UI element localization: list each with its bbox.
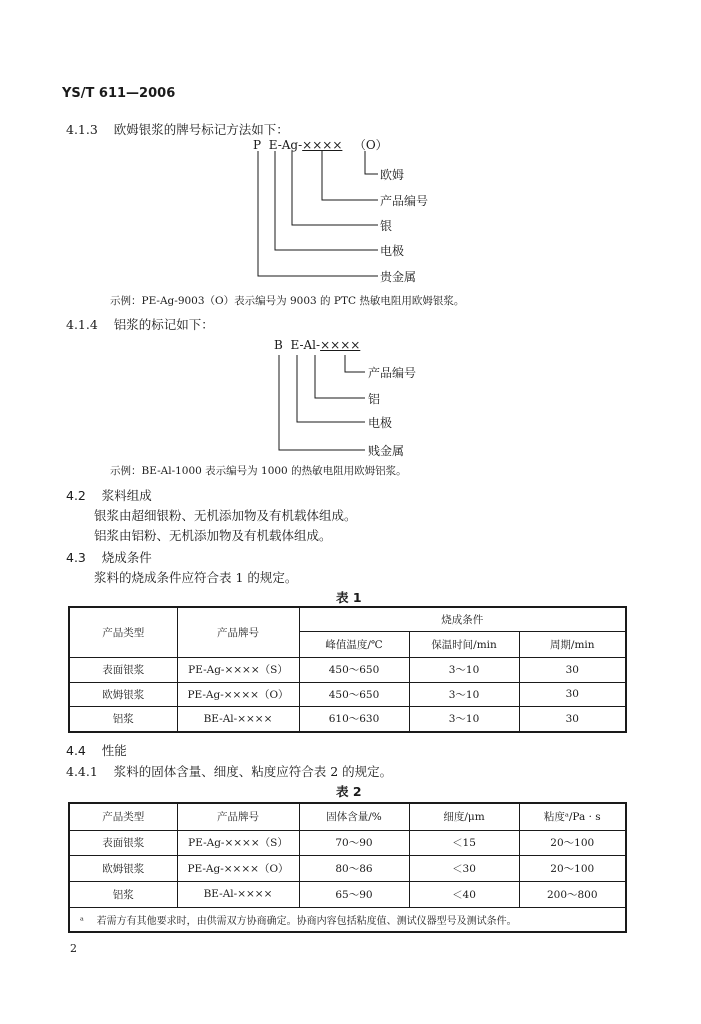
- label-product-number-2: 产品编号: [368, 366, 417, 380]
- leader-line-product-no-2: [345, 355, 365, 372]
- label-electrode: 电极: [380, 244, 405, 258]
- section-4-4-heading: [66, 741, 127, 759]
- clause-number: 4.4.1: [66, 764, 98, 779]
- table-1-caption: 表 1: [336, 590, 362, 605]
- table-header-grade: 产品牌号: [177, 803, 299, 830]
- paragraph-firing: 浆料的烧成条件应符合表 1 的规定。: [94, 570, 298, 585]
- cell-type: 表面银浆: [69, 657, 177, 682]
- clause-text: 浆料的固体含量、细度、粘度应符合表 2 的规定。: [113, 764, 393, 779]
- table-row: [69, 855, 626, 881]
- cell-fineness: ＜15: [409, 830, 519, 855]
- paragraph-aluminium-paste: 铝浆由铝粉、无机添加物及有机载体组成。: [94, 528, 332, 543]
- table-header-cycle: 周期/min: [519, 631, 626, 657]
- cell-viscosity: 20～100: [519, 855, 626, 881]
- table-row: [69, 657, 626, 682]
- formula-e-al: E-Al-: [290, 338, 321, 352]
- leader-line-base-metal: [279, 355, 365, 450]
- clause-number: 4.1.4: [66, 317, 98, 332]
- cell-grade: BE-Al-××××: [177, 706, 299, 732]
- leader-line-electrode-2: [297, 355, 365, 422]
- cell-grade: PE-Ag-××××（O）: [177, 682, 299, 706]
- table-header-grade: 产品牌号: [177, 607, 299, 657]
- table-header-type: 产品类型: [69, 803, 177, 830]
- paragraph-silver-paste: 银浆由超细银粉、无机添加物及有机载体组成。: [94, 508, 357, 523]
- standard-code: YS/T 611—2006: [62, 86, 176, 101]
- leader-line-aluminium: [315, 355, 365, 398]
- cell-solid: 70～90: [299, 830, 409, 855]
- formula-code-2: [274, 338, 360, 352]
- section-number: 4.2: [66, 488, 86, 503]
- formula-xxxx: ××××: [320, 338, 361, 352]
- formula-b: B: [274, 338, 283, 352]
- label-product-number: 产品编号: [380, 194, 429, 208]
- table-note-row: [69, 907, 626, 932]
- cell-peak: 450～650: [299, 657, 409, 682]
- cell-type: 铝浆: [69, 706, 177, 732]
- cell-hold: 3～10: [409, 657, 519, 682]
- cell-hold: 3～10: [409, 706, 519, 732]
- table-row: [69, 682, 626, 706]
- table-row: [69, 706, 626, 732]
- label-precious-metal: 贵金属: [380, 270, 417, 284]
- clause-4-1-4: [66, 315, 214, 333]
- example-4-1-4: 示例：BE-Al-1000 表示编号为 1000 的热敏电阻用欧姆铝浆。: [110, 465, 407, 477]
- table-header-type: 产品类型: [69, 607, 177, 657]
- label-electrode-2: 电极: [368, 416, 393, 430]
- cell-fineness: ＜30: [409, 855, 519, 881]
- leader-line-ohm: [365, 151, 378, 174]
- section-4-3-heading: [66, 548, 152, 566]
- formula-e-ag: E-Ag-: [268, 138, 303, 152]
- table-2: [68, 802, 627, 933]
- cell-cycle: 30: [519, 657, 626, 682]
- cell-type: 铝浆: [69, 881, 177, 907]
- section-title: 烧成条件: [101, 550, 152, 565]
- cell-fineness: ＜40: [409, 881, 519, 907]
- cell-grade: BE-Al-××××: [177, 881, 299, 907]
- table-header-fineness: 细度/μm: [409, 803, 519, 830]
- table-header-viscosity: 粘度ᵃ/Pa · s: [519, 803, 626, 830]
- cell-type: 欧姆银浆: [69, 855, 177, 881]
- label-base-metal: 贱金属: [368, 444, 405, 458]
- table-header-hold: 保温时间/min: [409, 631, 519, 657]
- leader-line-product-no: [322, 151, 378, 200]
- cell-peak: 450～650: [299, 682, 409, 706]
- section-title: 性能: [101, 743, 127, 758]
- label-ohm: 欧姆: [380, 168, 405, 182]
- cell-grade: PE-Ag-××××（O）: [177, 855, 299, 881]
- page-number: 2: [70, 942, 77, 955]
- cell-viscosity: 20～100: [519, 830, 626, 855]
- cell-viscosity: 200～800: [519, 881, 626, 907]
- cell-grade: PE-Ag-××××（S）: [177, 657, 299, 682]
- label-aluminium: 铝: [368, 392, 381, 406]
- formula-xxxx: ××××: [302, 138, 343, 152]
- label-silver: 银: [380, 219, 393, 233]
- cell-cycle: 30: [519, 706, 626, 732]
- cell-solid: 80～86: [299, 855, 409, 881]
- table-2-caption: 表 2: [336, 784, 362, 799]
- cell-grade: PE-Ag-××××（S）: [177, 830, 299, 855]
- table-header-firing: 烧成条件: [299, 607, 626, 631]
- table-1: [68, 606, 627, 733]
- clause-text: 铝浆的标记如下：: [113, 317, 214, 332]
- cell-peak: 610～630: [299, 706, 409, 732]
- cell-type: 欧姆银浆: [69, 682, 177, 706]
- cell-hold: 3～10: [409, 682, 519, 706]
- section-4-2-heading: [66, 486, 152, 504]
- table-header-solid: 固体含量/%: [299, 803, 409, 830]
- formula-o: （O）: [353, 138, 388, 152]
- note-marker: ᵃ: [80, 915, 84, 927]
- table-note: [69, 907, 626, 932]
- section-title: 浆料组成: [101, 488, 152, 503]
- table-header-peak: 峰值温度/℃: [299, 631, 409, 657]
- cell-type: 表面银浆: [69, 830, 177, 855]
- clause-text: 欧姆银浆的牌号标记方法如下：: [113, 122, 289, 137]
- section-number: 4.3: [66, 550, 86, 565]
- example-4-1-3: 示例：PE-Ag-9003（O）表示编号为 9003 的 PTC 热敏电阻用欧姆银浆。: [110, 295, 465, 307]
- section-number: 4.4: [66, 743, 86, 758]
- note-text: 若需方有其他要求时，由供需双方协商确定。协商内容包括粘度值、测试仪器型号及测试条件。: [96, 915, 517, 927]
- cell-solid: 65～90: [299, 881, 409, 907]
- table-row: [69, 830, 626, 855]
- clause-4-4-1: [66, 762, 392, 780]
- clause-number: 4.1.3: [66, 122, 98, 137]
- formula-p: P: [253, 138, 262, 152]
- leader-line-precious-metal: [258, 151, 378, 276]
- table-row: [69, 881, 626, 907]
- cell-cycle: 30: [519, 682, 626, 706]
